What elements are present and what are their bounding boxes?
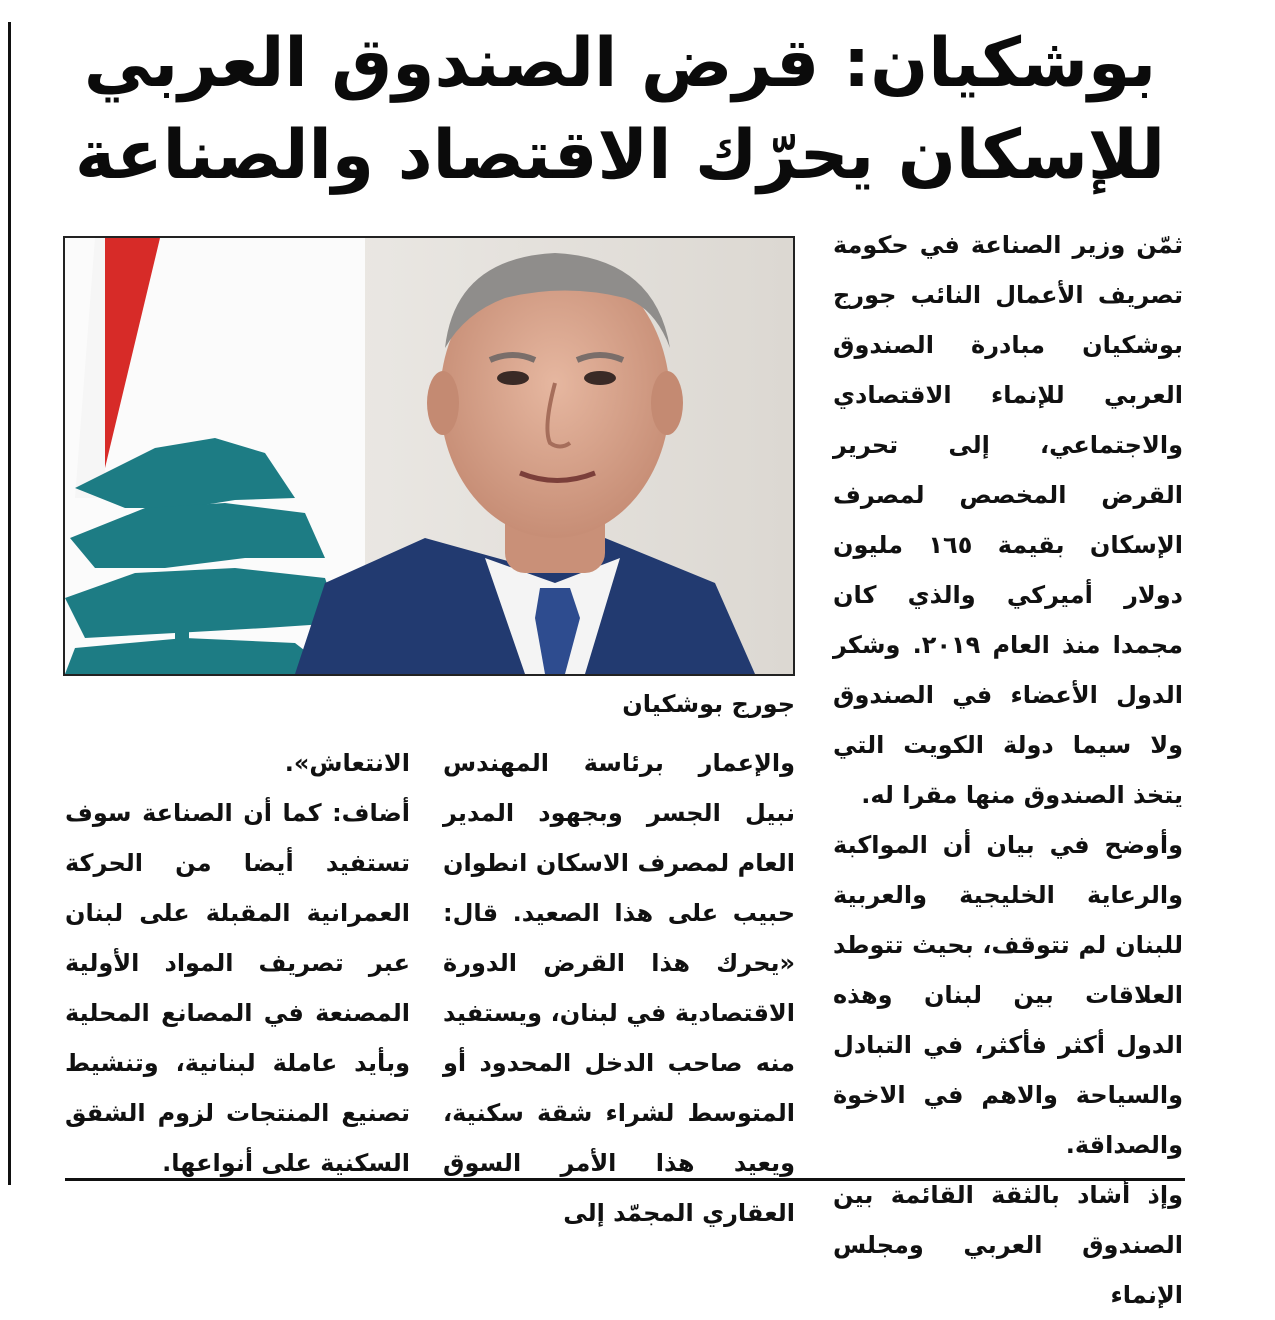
portrait-image	[65, 238, 793, 674]
article-column-middle	[443, 738, 795, 1238]
headline-line-2: للإسكان يحرّك الاقتصاد والصناعة	[74, 116, 1166, 195]
headline-line-1: بوشكيان: قرض الصندوق العربي	[83, 24, 1157, 103]
paragraph-4: والإعمار برئاسة المهندس نبيل الجسر وبجهود المدير العام لمصرف الاسكان انطوان حبيب على هذا الصعيد. قال: «يحرك هذا القرض الدورة الاقتصادية في لبنان، ويستفيد منه صاحب الدخل المحدود أو المتوسط لشراء شقة سكنية، ويعيد هذا الأمر السوق العقاري المجمّد إلى	[443, 749, 795, 1227]
article-column-right	[833, 220, 1183, 1320]
paragraph-2: وأوضح في بيان أن المواكبة والرعاية الخليجية والعربية للبنان لم تتوقف، بحيث تتوطد العلاقات بين لبنان وهذه الدول أكثر فأكثر، في التبادل والسياحة والاهم في الاخوة والصداقة.	[833, 831, 1183, 1159]
portrait-photo	[63, 236, 795, 676]
paragraph-5: الانتعاش».	[284, 749, 410, 777]
paragraph-6: أضاف: كما أن الصناعة سوف تستفيد أيضا من الحركة العمرانية المقبلة على لبنان عبر تصريف المواد الأولية المصنعة في المصانع المحلية وبأيد عاملة لبنانية، وتنشيط تصنيع المنتجات لزوم الشقق السكنية على أنواعها.	[65, 799, 410, 1177]
photo-caption: جورج بوشكيان	[622, 690, 795, 718]
article-column-left	[65, 738, 410, 1188]
column-divider	[8, 22, 11, 1185]
paragraph-3: وإذ أشاد بالثقة القائمة بين الصندوق العربي ومجلس الإنماء	[833, 1181, 1183, 1309]
bottom-divider	[65, 1178, 1185, 1181]
headline	[60, 18, 1180, 202]
paragraph-1: ثمّن وزير الصناعة في حكومة تصريف الأعمال النائب جورج بوشكيان مبادرة الصندوق العربي للإنماء الاقتصادي والاجتماعي، إلى تحرير القرض المخصص لمصرف الإسكان بقيمة ١٦٥ مليون دولار أميركي والذي كان مجمدا منذ العام ٢٠١٩. وشكر الدول الأعضاء في الصندوق ولا سيما دولة الكويت التي يتخذ الصندوق منها مقرا له.	[833, 231, 1184, 809]
